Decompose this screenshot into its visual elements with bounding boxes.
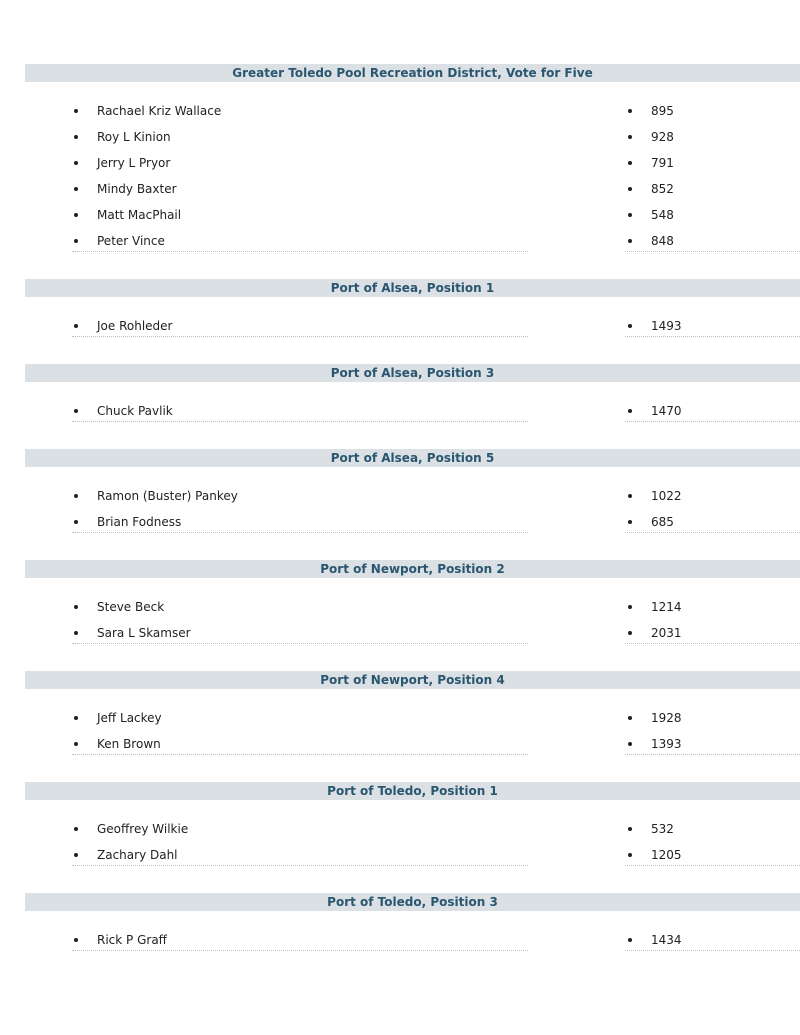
bullet-icon (628, 853, 632, 857)
dotted-divider (625, 421, 800, 422)
vote-count: 548 (651, 208, 674, 222)
candidate-row (0, 512, 800, 532)
bullet-icon (628, 409, 632, 413)
candidate-row (0, 623, 800, 643)
dotted-divider (625, 251, 800, 252)
bullet-icon (628, 631, 632, 635)
bullet-icon (628, 494, 632, 498)
dotted-divider (625, 950, 800, 951)
race-title: Port of Alsea, Position 1 (25, 279, 800, 297)
candidate-name: Peter Vince (97, 234, 165, 248)
vote-count: 1470 (651, 404, 682, 418)
race-title: Port of Toledo, Position 1 (25, 782, 800, 800)
vote-count: 532 (651, 822, 674, 836)
bullet-icon (628, 213, 632, 217)
dotted-divider (72, 336, 528, 337)
bullet-icon (74, 520, 78, 524)
dotted-divider (625, 754, 800, 755)
bullet-icon (628, 135, 632, 139)
bullet-icon (74, 324, 78, 328)
vote-count: 685 (651, 515, 674, 529)
candidate-row (0, 708, 800, 728)
bullet-icon (74, 716, 78, 720)
bullet-icon (628, 938, 632, 942)
candidate-name: Steve Beck (97, 600, 165, 614)
bullet-icon (74, 213, 78, 217)
candidate-name: Roy L Kinion (97, 130, 171, 144)
vote-count: 1493 (651, 319, 682, 333)
vote-count: 1928 (651, 711, 682, 725)
candidate-row (0, 205, 800, 225)
dotted-divider (72, 251, 528, 252)
bullet-icon (628, 716, 632, 720)
vote-count: 1022 (651, 489, 682, 503)
bullet-icon (74, 938, 78, 942)
candidate-name: Jeff Lackey (97, 711, 162, 725)
candidate-row (0, 486, 800, 506)
candidate-name: Rick P Graff (97, 933, 167, 947)
candidate-name: Mindy Baxter (97, 182, 177, 196)
race-title: Port of Newport, Position 4 (25, 671, 800, 689)
vote-count: 1214 (651, 600, 682, 614)
bullet-icon (74, 135, 78, 139)
bullet-icon (74, 853, 78, 857)
candidate-name: Rachael Kriz Wallace (97, 104, 222, 118)
candidate-name: Chuck Pavlik (97, 404, 173, 418)
candidate-name: Ramon (Buster) Pankey (97, 489, 238, 503)
bullet-icon (628, 239, 632, 243)
candidate-row (0, 231, 800, 251)
vote-count: 848 (651, 234, 674, 248)
candidate-name: Zachary Dahl (97, 848, 178, 862)
vote-count: 1434 (651, 933, 682, 947)
candidate-row (0, 845, 800, 865)
dotted-divider (72, 532, 528, 533)
bullet-icon (628, 161, 632, 165)
bullet-icon (628, 324, 632, 328)
candidate-row (0, 734, 800, 754)
bullet-icon (74, 239, 78, 243)
candidate-row (0, 153, 800, 173)
bullet-icon (74, 742, 78, 746)
bullet-icon (628, 605, 632, 609)
vote-count: 1393 (651, 737, 682, 751)
candidate-name: Geoffrey Wilkie (97, 822, 189, 836)
candidate-row (0, 819, 800, 839)
candidate-name: Ken Brown (97, 737, 161, 751)
bullet-icon (74, 161, 78, 165)
candidate-name: Matt MacPhail (97, 208, 182, 222)
bullet-icon (74, 187, 78, 191)
dotted-divider (72, 865, 528, 866)
dotted-divider (625, 336, 800, 337)
vote-count: 2031 (651, 626, 682, 640)
candidate-name: Joe Rohleder (97, 319, 173, 333)
candidate-row (0, 101, 800, 121)
candidate-row (0, 401, 800, 421)
bullet-icon (628, 520, 632, 524)
dotted-divider (72, 950, 528, 951)
dotted-divider (72, 754, 528, 755)
dotted-divider (625, 532, 800, 533)
vote-count: 1205 (651, 848, 682, 862)
bullet-icon (628, 742, 632, 746)
bullet-icon (74, 631, 78, 635)
candidate-name: Brian Fodness (97, 515, 182, 529)
vote-count: 852 (651, 182, 674, 196)
race-title: Port of Alsea, Position 3 (25, 364, 800, 382)
candidate-row (0, 597, 800, 617)
race-title: Greater Toledo Pool Recreation District, Vote for Five (25, 64, 800, 82)
vote-count: 928 (651, 130, 674, 144)
bullet-icon (628, 109, 632, 113)
vote-count: 895 (651, 104, 674, 118)
bullet-icon (74, 409, 78, 413)
candidate-row (0, 127, 800, 147)
candidate-row (0, 316, 800, 336)
bullet-icon (74, 109, 78, 113)
candidate-row (0, 930, 800, 950)
vote-count: 791 (651, 156, 674, 170)
race-title: Port of Alsea, Position 5 (25, 449, 800, 467)
race-title: Port of Toledo, Position 3 (25, 893, 800, 911)
dotted-divider (625, 865, 800, 866)
race-title: Port of Newport, Position 2 (25, 560, 800, 578)
dotted-divider (625, 643, 800, 644)
bullet-icon (74, 605, 78, 609)
bullet-icon (74, 494, 78, 498)
bullet-icon (74, 827, 78, 831)
candidate-row (0, 179, 800, 199)
bullet-icon (628, 187, 632, 191)
candidate-name: Sara L Skamser (97, 626, 191, 640)
dotted-divider (72, 421, 528, 422)
bullet-icon (628, 827, 632, 831)
dotted-divider (72, 643, 528, 644)
candidate-name: Jerry L Pryor (97, 156, 171, 170)
